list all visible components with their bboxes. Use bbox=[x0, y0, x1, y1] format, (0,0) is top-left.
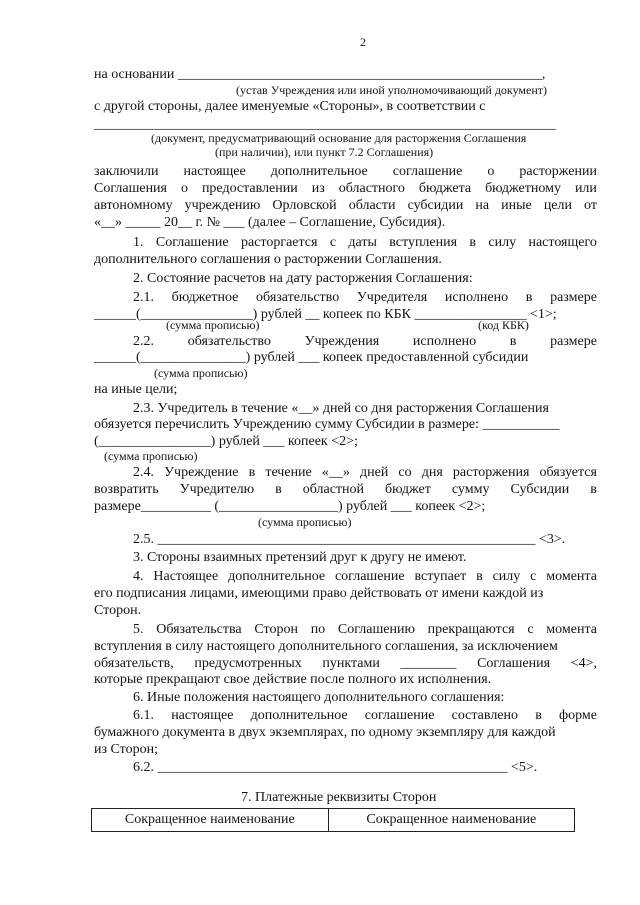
justified-word: в bbox=[509, 334, 517, 349]
section-2: 2. Состояние расчетов на дату расторжения Соглашения: bbox=[133, 271, 473, 286]
justified-word: настоящее bbox=[171, 708, 234, 723]
note-sum-words-3: (сумма прописью) bbox=[104, 449, 198, 463]
justified-word: Субсидии bbox=[510, 482, 570, 497]
justified-word: соглашение bbox=[334, 569, 405, 584]
table-row bbox=[92, 809, 575, 832]
section-6-1-line-1 bbox=[133, 707, 597, 724]
section-2-2-line-2: ______(_______________) рублей ___ копеек предоставленной субсидии bbox=[94, 350, 529, 365]
justified-word: областного bbox=[338, 181, 405, 196]
section-2-1-line-2: ______(________________) рублей __ копеек по КБК ________________ <1>; bbox=[94, 307, 557, 322]
justified-word: вступления bbox=[389, 235, 458, 250]
justified-word: пунктами bbox=[322, 656, 380, 671]
justified-word: соглашение bbox=[364, 708, 435, 723]
justified-word: предоставлении bbox=[201, 181, 298, 196]
note-charter: (устав Учреждения или иной уполномочивающий документ) bbox=[236, 83, 548, 97]
justified-word: момента bbox=[546, 569, 597, 584]
justified-word: заключили bbox=[94, 164, 159, 179]
section-2-5: 2.5. ______________________________________________________ <3>. bbox=[133, 532, 566, 547]
payment-details-table bbox=[91, 808, 575, 832]
justified-word: от bbox=[584, 198, 597, 213]
section-2-1-line-1 bbox=[133, 289, 597, 306]
justified-word: автономному bbox=[94, 198, 173, 213]
justified-word: Соглашения bbox=[477, 656, 551, 671]
justified-word: со bbox=[398, 465, 412, 480]
section-1-line-1 bbox=[133, 234, 597, 251]
note-sum-words-1: (сумма прописью) bbox=[166, 318, 260, 332]
justified-word: ________ bbox=[400, 656, 457, 671]
justified-word: момента bbox=[546, 622, 597, 637]
para-intro-2 bbox=[94, 180, 597, 197]
justified-word: обязательство bbox=[256, 290, 340, 305]
justified-word: в bbox=[535, 708, 542, 723]
justified-word: Соглашению bbox=[337, 622, 415, 637]
table-cell-institution-name: Сокращенное наименование bbox=[328, 809, 574, 832]
section-7-title: 7. Платежные реквизиты Сторон bbox=[241, 790, 437, 805]
justified-word: в bbox=[469, 235, 477, 250]
section-5-line-3 bbox=[94, 655, 597, 672]
section-6-1-line-3: из Сторон; bbox=[94, 742, 158, 757]
justified-word: на bbox=[475, 198, 490, 213]
para-intro-1 bbox=[94, 163, 597, 180]
justified-word: дополнительное bbox=[270, 164, 368, 179]
justified-word: бюджетному bbox=[485, 181, 561, 196]
para-intro-4: «__» _____ 20__ г. № ___ (далее – Соглашение, Субсидия). bbox=[94, 215, 446, 230]
section-6: 6. Иные положения настоящего дополнительного соглашения: bbox=[133, 690, 505, 705]
justified-word: Сторон bbox=[254, 622, 298, 637]
justified-word: о bbox=[487, 164, 495, 179]
justified-word: даты bbox=[348, 235, 377, 250]
justified-word: по bbox=[310, 622, 326, 637]
justified-word: Учреждение bbox=[164, 465, 239, 480]
justified-word: областной bbox=[302, 482, 365, 497]
justified-word: иные bbox=[501, 198, 532, 213]
section-4-line-1 bbox=[133, 568, 597, 585]
justified-word: 2.2. bbox=[133, 334, 154, 349]
justified-word: Учреждения bbox=[304, 334, 380, 349]
justified-word: «__» bbox=[321, 465, 350, 480]
note-sum-words-4: (сумма прописью) bbox=[258, 515, 352, 529]
justified-word: обязательств, bbox=[94, 656, 174, 671]
justified-word: в bbox=[275, 482, 282, 497]
section-2-4-line-1 bbox=[133, 464, 597, 481]
justified-word: дня bbox=[421, 465, 443, 480]
line-other-party: с другой стороны, далее именуемые «Стороны», в соответствии с bbox=[94, 99, 486, 114]
justified-word: бюджетное bbox=[171, 290, 239, 305]
section-6-2: 6.2. __________________________________________________ <5>. bbox=[133, 760, 538, 775]
justified-word: с bbox=[329, 235, 337, 250]
justified-word: настоящее bbox=[183, 164, 246, 179]
justified-word: 4. bbox=[133, 569, 144, 584]
section-6-1-line-2: бумажного документа в двух экземплярах, по одному экземпляру для каждой bbox=[94, 725, 556, 740]
justified-word: дополнительное bbox=[250, 708, 348, 723]
note-paragraph-7-2: (при наличии), или пункт 7.2 Соглашения) bbox=[215, 145, 434, 159]
justified-word: Настоящее bbox=[153, 569, 219, 584]
justified-word: в bbox=[525, 290, 533, 305]
justified-word: Соглашение bbox=[155, 235, 229, 250]
section-2-4-line-3: размере__________ (_________________) рублей ___ копеек <2>; bbox=[94, 499, 486, 514]
section-1-line-2: дополнительного соглашения о расторжении Соглашения. bbox=[94, 252, 442, 267]
page-number: 2 bbox=[360, 35, 366, 49]
justified-word: Обязательства bbox=[156, 622, 242, 637]
section-2-4-line-2 bbox=[94, 481, 597, 498]
note-doc-basis: (документ, предусматривающий основание для расторжения Соглашения bbox=[151, 131, 527, 145]
justified-word: Соглашения bbox=[94, 181, 167, 196]
justified-word: исполнено bbox=[444, 290, 509, 305]
section-2-2-line-1 bbox=[133, 333, 597, 350]
note-kbk: (код КБК) bbox=[478, 318, 529, 332]
section-4-line-3: Сторон. bbox=[94, 603, 142, 618]
justified-word: Орловской bbox=[272, 198, 337, 213]
justified-word: возвратить bbox=[94, 482, 159, 497]
justified-word: составлено bbox=[451, 708, 519, 723]
section-5-line-4: которые прекращают свое действие после полного их исполнения. bbox=[94, 672, 492, 687]
justified-word: в bbox=[248, 465, 256, 480]
justified-word: области bbox=[348, 198, 396, 213]
justified-word: 5. bbox=[133, 622, 144, 637]
justified-word: цели bbox=[543, 198, 572, 213]
justified-word: силу bbox=[492, 569, 521, 584]
para-intro-3 bbox=[94, 197, 597, 214]
justified-word: 2.4. bbox=[133, 465, 154, 480]
justified-word: в bbox=[590, 482, 597, 497]
justified-word: настоящего bbox=[528, 235, 597, 250]
justified-word: дней bbox=[359, 465, 389, 480]
justified-word: в bbox=[476, 569, 483, 584]
justified-word: о bbox=[180, 181, 188, 196]
section-2-3-line-2: обязуется перечислить Учреждению сумму Субсидии в размере: ___________ bbox=[94, 417, 560, 432]
section-2-3-line-1: 2.3. Учредитель в течение «__» дней со дня расторжения Соглашения bbox=[133, 401, 549, 416]
section-3: 3. Стороны взаимных претензий друг к другу не имеют. bbox=[133, 550, 467, 565]
justified-word: предусмотренных bbox=[194, 656, 302, 671]
justified-word: из bbox=[311, 181, 325, 196]
justified-word: бюджета bbox=[418, 181, 472, 196]
justified-word: сумму bbox=[451, 482, 490, 497]
justified-word: вступает bbox=[414, 569, 467, 584]
justified-word: <4>, bbox=[570, 656, 597, 671]
justified-word: или bbox=[574, 181, 597, 196]
justified-word: расторжения bbox=[452, 465, 530, 480]
section-5-line-2: вступления в силу настоящего дополнительного соглашения, за исключением bbox=[94, 639, 558, 654]
section-2-2-line-3: на иные цели; bbox=[94, 382, 178, 397]
justified-word: расторжении bbox=[519, 164, 597, 179]
justified-word: обязательство bbox=[187, 334, 271, 349]
justified-word: соглашение bbox=[392, 164, 463, 179]
justified-word: 6.1. bbox=[133, 708, 154, 723]
section-4-line-2: его подписания лицами, имеющими право действовать от имени каждой из bbox=[94, 586, 544, 601]
note-sum-words-2: (сумма прописью) bbox=[154, 366, 248, 380]
justified-word: с bbox=[530, 569, 537, 584]
justified-word: субсидии bbox=[407, 198, 464, 213]
justified-word: Учредителю bbox=[179, 482, 255, 497]
justified-word: с bbox=[527, 622, 534, 637]
justified-word: дополнительное bbox=[228, 569, 326, 584]
justified-word: обязуется bbox=[539, 465, 597, 480]
justified-word: 2.1. bbox=[133, 290, 154, 305]
justified-word: Учредителя bbox=[356, 290, 428, 305]
justified-word: исполнено bbox=[412, 334, 477, 349]
justified-word: расторгается bbox=[240, 235, 318, 250]
table-cell-founder-name: Сокращенное наименование bbox=[92, 809, 329, 832]
section-5-line-1 bbox=[133, 621, 597, 638]
justified-word: бюджет bbox=[385, 482, 431, 497]
justified-word: силу bbox=[488, 235, 517, 250]
section-2-3-line-3: (________________) рублей ___ копеек <2>; bbox=[94, 434, 358, 449]
justified-word: размере bbox=[550, 334, 597, 349]
justified-word: течение bbox=[265, 465, 312, 480]
line-blank: __________________________________________________________________ bbox=[94, 117, 556, 132]
justified-word: размере bbox=[550, 290, 597, 305]
justified-word: 1. bbox=[133, 235, 144, 250]
justified-word: учреждению bbox=[184, 198, 261, 213]
justified-word: прекращаются bbox=[427, 622, 515, 637]
justified-word: форме bbox=[559, 708, 597, 723]
line-basis: на основании ____________________________________________________, bbox=[94, 67, 546, 82]
